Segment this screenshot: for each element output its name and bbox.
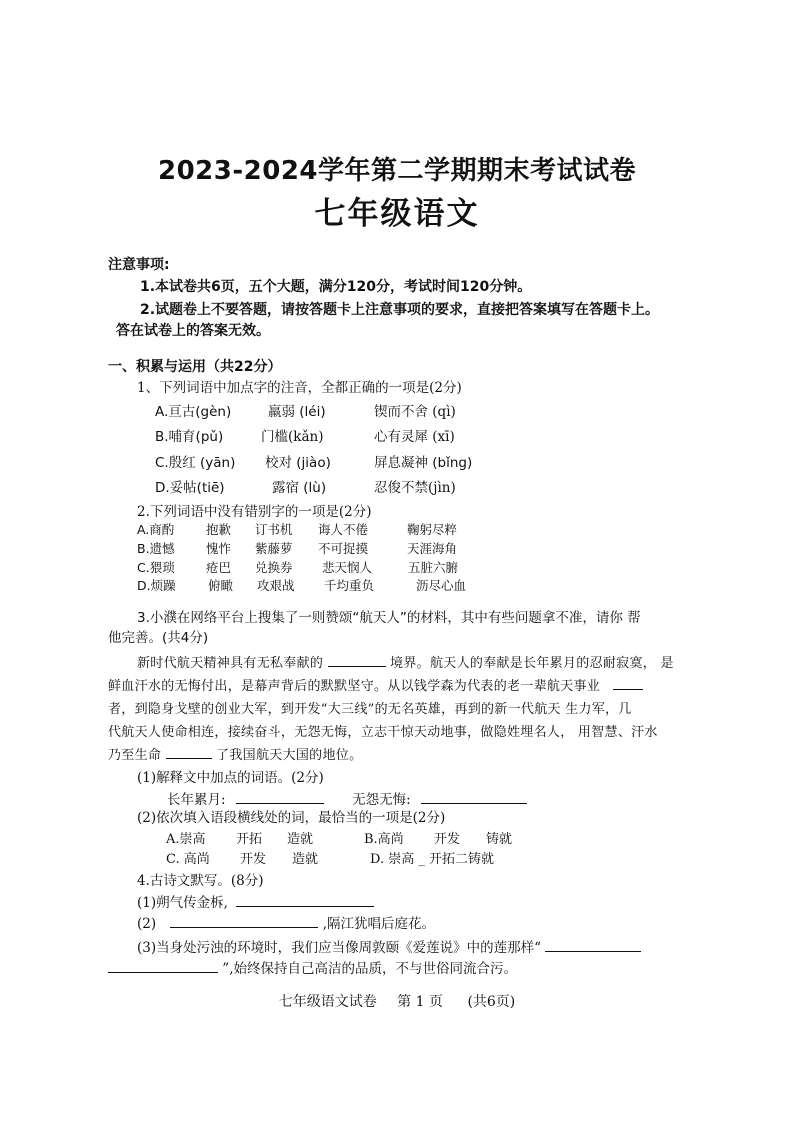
q3-sub2-c3: 造就 <box>292 852 319 867</box>
exam-title: 2023-2024学年第二学期期末考试试卷 <box>157 156 637 186</box>
q4-blank-2 <box>170 913 318 928</box>
footer-page-number: 第 1 页 <box>397 994 443 1010</box>
q4-blank-3 <box>545 937 641 952</box>
q3-passage-line2 <box>108 675 643 694</box>
q3-passage-4: 代航天人使命相连，接续奋斗，无怨无悔，立志干惊天动地事，做隐姓埋名人， 用智慧、汗水 <box>108 725 658 740</box>
q3-stem-line2: 他完善。(共4分) <box>108 630 209 646</box>
q1-a-word1: A.亘古(gèn) <box>155 404 232 420</box>
footer-subject: 七年级语文试卷 <box>278 994 377 1010</box>
q3-sub2-b2: 开发 <box>434 832 461 847</box>
notes-heading: 注意事项: <box>108 257 170 273</box>
q3-sub1-blank2 <box>421 789 527 804</box>
q4-line2-prefix: (2) <box>137 916 157 932</box>
q4-line1-text: (1)朔气传金柝, <box>137 895 228 911</box>
q2-stem: 2.下列词语中没有错别字的一项是(2分) <box>137 504 372 520</box>
q3-passage-3: 者，到隐身戈壁的创业大军，到开发“大三线”的无名英雄，再到的新一代航天 生力军，几 <box>108 702 632 717</box>
q4-blank-4 <box>108 958 218 973</box>
section1-heading: 一、积累与运用（共22分） <box>108 359 282 375</box>
q3-passage-5b: 了我国航天大国的地位。 <box>216 748 363 763</box>
footer-total-pages: (共6页) <box>467 994 516 1010</box>
q2-d-word5: 沥尽心血 <box>416 578 467 593</box>
q2-d-word2: 俯瞰 <box>208 578 234 593</box>
q2-d-word3: 攻艰战 <box>257 578 295 593</box>
q2-b-word3: 紫藤萝 <box>255 541 293 556</box>
q3-sub2-a1: A.崇高 <box>166 832 206 847</box>
notes-item-3: 答在试卷上的答案无效。 <box>116 323 270 339</box>
q3-passage-line1 <box>137 652 674 671</box>
q2-a-word2: 抱歉 <box>206 522 232 537</box>
q4-blank-1 <box>236 892 374 907</box>
q3-passage-line5 <box>108 744 362 763</box>
q3-sub2-c2: 开发 <box>240 852 267 867</box>
q2-a-word1: A.商酌 <box>137 522 175 537</box>
q4-line4-text: ”,始终保持自己高洁的品质，不与世俗同流合污。 <box>222 961 517 977</box>
q1-a-word3: 锲而不舍 (qì) <box>374 404 456 420</box>
q3-sub2-stem: (2)依次填入语段横线处的词，最恰当的一项是(2分) <box>137 810 446 826</box>
q3-passage-2a: 鲜血汗水的无悔付出，是幕声背后的默默坚守。从以钱学森为代表的老一辈航天事业 <box>108 679 601 694</box>
q4-line1 <box>137 891 374 911</box>
q3-blank-2 <box>613 675 643 690</box>
q3-sub1-stem: (1)解释文中加点的词语。(2分) <box>137 770 324 786</box>
notes-item-2: 2.试题卷上不要答题，请按答题卡上注意事项的要求，直接把答案填写在答题卡上。 <box>140 302 660 318</box>
q2-b-word4: 不可捉摸 <box>318 541 369 556</box>
notes-item-1: 1.本试卷共6页，五个大题，满分120分，考试时间120分钟。 <box>140 279 532 295</box>
q3-passage-1a: 新时代航天精神具有无私奉献的 <box>137 656 324 671</box>
q2-b-word5: 天涯海角 <box>407 541 458 556</box>
q3-blank-3 <box>166 744 212 759</box>
q1-d-word1: D.妥帖(tiē) <box>155 480 225 496</box>
q3-sub2-c1: C. 高尚 <box>166 852 210 867</box>
q2-a-word4: 诲人不倦 <box>318 522 369 537</box>
q3-sub2-a2: 开拓 <box>236 832 263 847</box>
q1-a-word2: 羸弱 (léi) <box>268 404 326 420</box>
q4-line4 <box>108 957 517 977</box>
q3-sub1-term1: 长年累月: <box>167 792 226 808</box>
q1-b-word3: 心有灵犀 (xī) <box>374 429 455 445</box>
q1-c-word1: C.殷红 (yān) <box>155 455 236 471</box>
q3-passage-line3 <box>108 698 632 717</box>
q3-sub2-b1: B.高尚 <box>364 832 404 847</box>
q2-b-word2: 愧怍 <box>206 541 232 556</box>
q3-sub1-answer-row <box>167 788 527 808</box>
q3-passage-1b: 境界。航天人的奉献是长年累月的忍耐寂寞， 是 <box>390 656 674 671</box>
q2-c-word5: 五脏六腑 <box>408 560 459 575</box>
q2-a-word5: 鞠躬尽粹 <box>407 522 458 537</box>
q2-d-word4: 千均重负 <box>324 578 375 593</box>
q3-blank-1 <box>328 652 386 667</box>
q3-passage-5a: 乃至生命 <box>108 748 162 763</box>
q2-c-word4: 悲天悯人 <box>322 560 373 575</box>
q3-sub2-a3: 造就 <box>287 832 314 847</box>
q1-stem: 1、下列词语中加点字的注音，全都正确的一项是(2分) <box>137 380 462 396</box>
q1-d-word2: 露宿 (lù) <box>272 480 327 496</box>
q3-sub1-term2: 无怨无悔: <box>352 792 411 808</box>
q2-c-word1: C.猥琐 <box>137 560 175 575</box>
q2-c-word2: 疮巴 <box>206 560 232 575</box>
q3-passage-line4 <box>108 721 658 740</box>
q3-stem-line1: 3.小濮在网络平台上搜集了一则赞颂“航天人”的材料，其中有些问题拿不准，请你 帮 <box>137 610 641 626</box>
q3-sub2-d: D. 崇高 _ 开拓二铸就 <box>370 852 494 867</box>
q3-sub1-blank1 <box>236 789 324 804</box>
q2-a-word3: 订书机 <box>255 522 293 537</box>
q4-line2 <box>137 912 435 932</box>
q4-stem: 4.古诗文默写。(8分) <box>137 873 264 889</box>
q3-sub2-b3: 铸就 <box>486 832 513 847</box>
page-footer <box>0 991 794 1011</box>
q1-b-word2: 门槛(kǎn) <box>261 429 324 445</box>
q4-line3-text: (3)当身处污浊的环境时，我们应当像周敦颐《爱莲说》中的莲那样“ <box>137 940 542 956</box>
q2-c-word3: 兑换券 <box>255 560 293 575</box>
q1-c-word2: 校对 (jiào) <box>265 455 331 471</box>
exam-subtitle: 七年级语文 <box>314 196 480 232</box>
q4-line3 <box>137 936 641 956</box>
q4-line2-suffix: ,隔江犹唱后庭花。 <box>322 916 436 932</box>
q1-b-word1: B.哺育(pǔ) <box>155 429 224 445</box>
q2-b-word1: B.遗憾 <box>137 541 175 556</box>
q1-d-word3: 忍俊不禁(jìn) <box>374 480 456 496</box>
q1-c-word3: 屏息凝神 (bǐng) <box>374 455 473 471</box>
q2-d-word1: D.烦躁 <box>137 578 176 593</box>
